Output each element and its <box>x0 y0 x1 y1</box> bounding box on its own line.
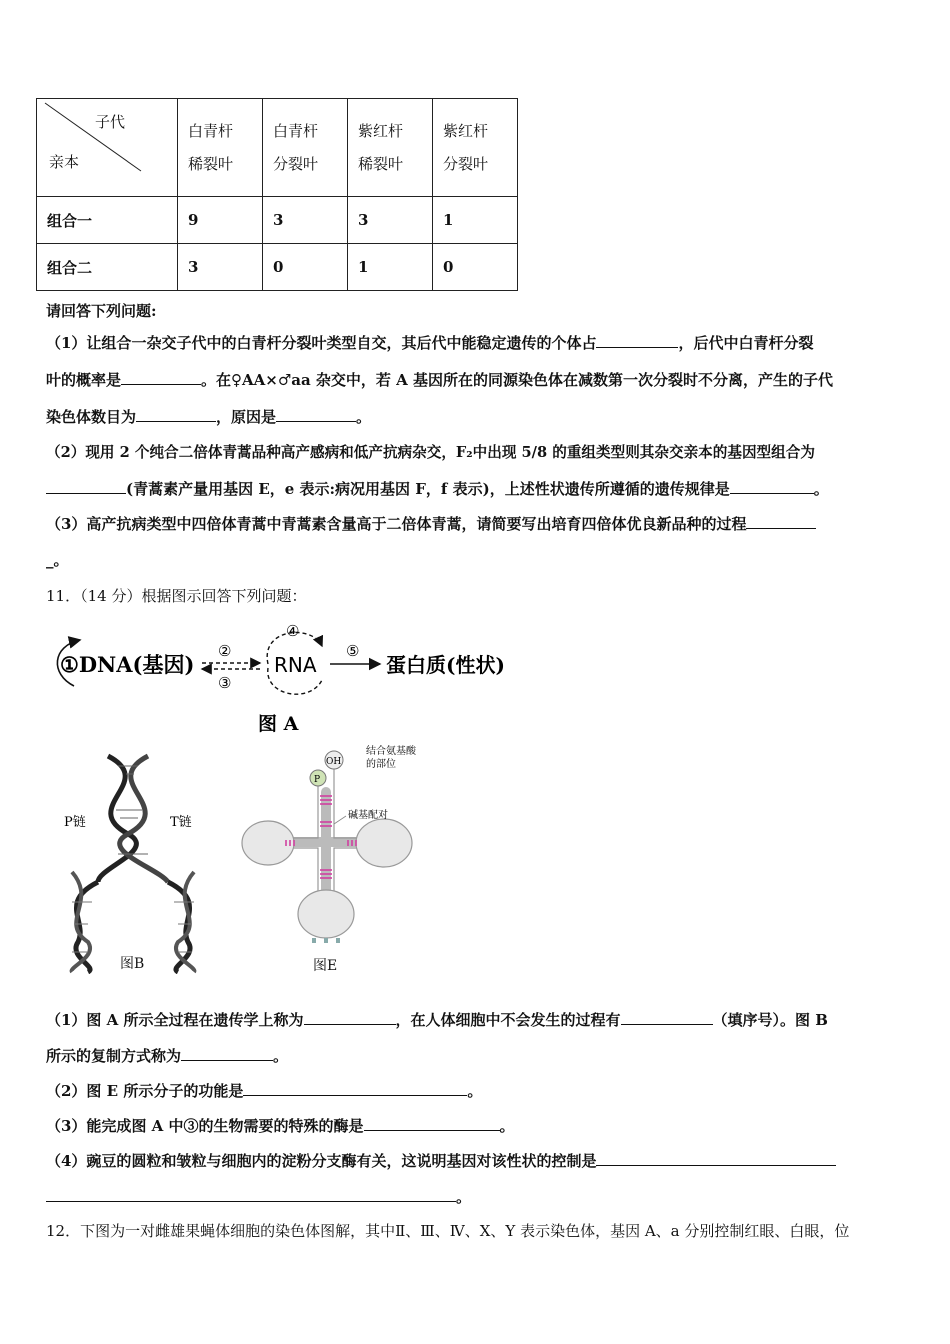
table-corner-cell <box>37 99 178 197</box>
figure-e-caption: 图E <box>313 958 338 974</box>
table-row <box>37 244 518 291</box>
row-label: 组合二 <box>37 244 178 291</box>
q11-part4-line1: （4）豌豆的圆粒和皱粒与细胞内的淀粉分支酶有关，这说明基因对该性状的控制是 <box>46 1150 836 1171</box>
answer-blank[interactable] <box>243 1081 467 1096</box>
rna-label: RNA <box>274 653 317 677</box>
answer-blank[interactable] <box>46 1187 456 1202</box>
answer-blank[interactable] <box>596 1151 836 1166</box>
row-label: 组合一 <box>37 197 178 244</box>
table-cell: 3 <box>178 244 263 291</box>
genotype-table <box>36 98 518 291</box>
table-cell: 1 <box>433 197 518 244</box>
table-header-row <box>37 99 518 197</box>
step-5-label: ⑤ <box>346 642 360 660</box>
step-3-label: ③ <box>218 674 232 692</box>
q10-part2-line1: （2）现用 2 个纯合二倍体青蒿品种高产感病和低产抗病杂交，F₂中出现 5/8 的重组类型则其杂交亲本的基因型组合为 <box>46 444 815 461</box>
q11-part1-line2: 所示的复制方式称为 。 <box>46 1047 289 1065</box>
q10-part3-line1: （3）高产抗病类型中四倍体青蒿中青蒿素含量高于二倍体青蒿，请简要写出培育四倍体优良新品种的过程 <box>46 513 816 534</box>
q10-part1-line1: （1）让组合一杂交子代中的白青杆分裂叶类型自交，其后代中能稳定遗传的个体占 ，后代中白青杆分裂 <box>46 334 814 352</box>
answer-blank[interactable] <box>276 407 356 422</box>
q10-part1-line3: 染色体数目为 ，原因是 。 <box>46 408 372 426</box>
corner-top-label: 子代 <box>95 113 126 131</box>
table-cell: 3 <box>263 197 348 244</box>
step-2-label: ② <box>218 642 232 660</box>
answer-blank[interactable] <box>181 1046 273 1061</box>
column-header: 紫红杆 稀裂叶 <box>348 99 433 197</box>
column-header: 白青杆 分裂叶 <box>263 99 348 197</box>
answer-blank[interactable] <box>730 479 814 494</box>
q11-part4-line2: 。 <box>46 1186 471 1207</box>
figure-e-trna <box>238 742 458 952</box>
figure-a-caption: 图 A <box>258 713 299 735</box>
answer-blank[interactable] <box>46 479 126 494</box>
dna-label: ①DNA(基因) <box>60 652 195 677</box>
answer-blank[interactable] <box>304 1010 396 1025</box>
table-cell: 9 <box>178 197 263 244</box>
base-pairing-label: 碱基配对 <box>348 810 388 821</box>
answer-blank[interactable] <box>136 407 216 422</box>
table-row <box>37 197 518 244</box>
q10-part1-line2: 叶的概率是 。在♀AA×♂aa 杂交中，若 A 基因所在的同源染色体在减数第一次分裂时不分离，产生的子代 <box>46 371 834 389</box>
t-chain-label: T链 <box>170 815 192 830</box>
protein-label: 蛋白质(性状) <box>386 653 505 677</box>
table-cell: 3 <box>348 197 433 244</box>
q11-title: 11．（14 分）根据图示回答下列问题： <box>46 587 307 605</box>
table-cell: 0 <box>433 244 518 291</box>
figure-b-dna-helix <box>58 752 218 974</box>
answer-blank[interactable] <box>621 1010 713 1025</box>
table-cell: 1 <box>348 244 433 291</box>
oh-label: OH <box>326 757 342 767</box>
q11-part1-line1: （1）图 A 所示全过程在遗传学上称为 ，在人体细胞中不会发生的过程有 （填序号）。图 B <box>46 1011 828 1029</box>
q11-part3: （3）能完成图 A 中③的生物需要的特殊的酶是 。 <box>46 1117 515 1135</box>
step-4-label: ④ <box>286 622 300 640</box>
phosphate-label: P <box>314 775 321 785</box>
table-cell: 0 <box>263 244 348 291</box>
q12-text: 12．下图为一对雌雄果蝇体细胞的染色体图解，其中Ⅱ、Ⅲ、Ⅳ、X、Y 表示染色体，基因 A、a 分别控制红眼、白眼，位 <box>46 1222 850 1240</box>
p-chain-label: P链 <box>64 815 86 830</box>
q10-part3-line2: _。 <box>46 551 69 569</box>
figure-a <box>50 616 550 740</box>
q10-intro: 请回答下列问题: <box>46 302 157 320</box>
answer-blank[interactable] <box>121 370 201 385</box>
q10-part2-line2: (青蒿素产量用基因 E，e 表示:病况用基因 F，f 表示)，上述性状遗传所遵循的遗传规律是 。 <box>46 478 829 499</box>
column-header: 白青杆 稀裂叶 <box>178 99 263 197</box>
q11-part2: （2）图 E 所示分子的功能是 。 <box>46 1082 483 1100</box>
answer-blank[interactable] <box>746 514 816 529</box>
corner-bottom-label: 亲本 <box>49 153 80 171</box>
column-header: 紫红杆 分裂叶 <box>433 99 518 197</box>
amino-acid-site-label-2: 的部位 <box>366 759 396 770</box>
answer-blank[interactable] <box>596 333 678 348</box>
answer-blank[interactable] <box>364 1116 500 1131</box>
amino-acid-site-label-1: 结合氨基酸 <box>366 746 416 757</box>
figure-b-caption: 图B <box>120 956 145 972</box>
